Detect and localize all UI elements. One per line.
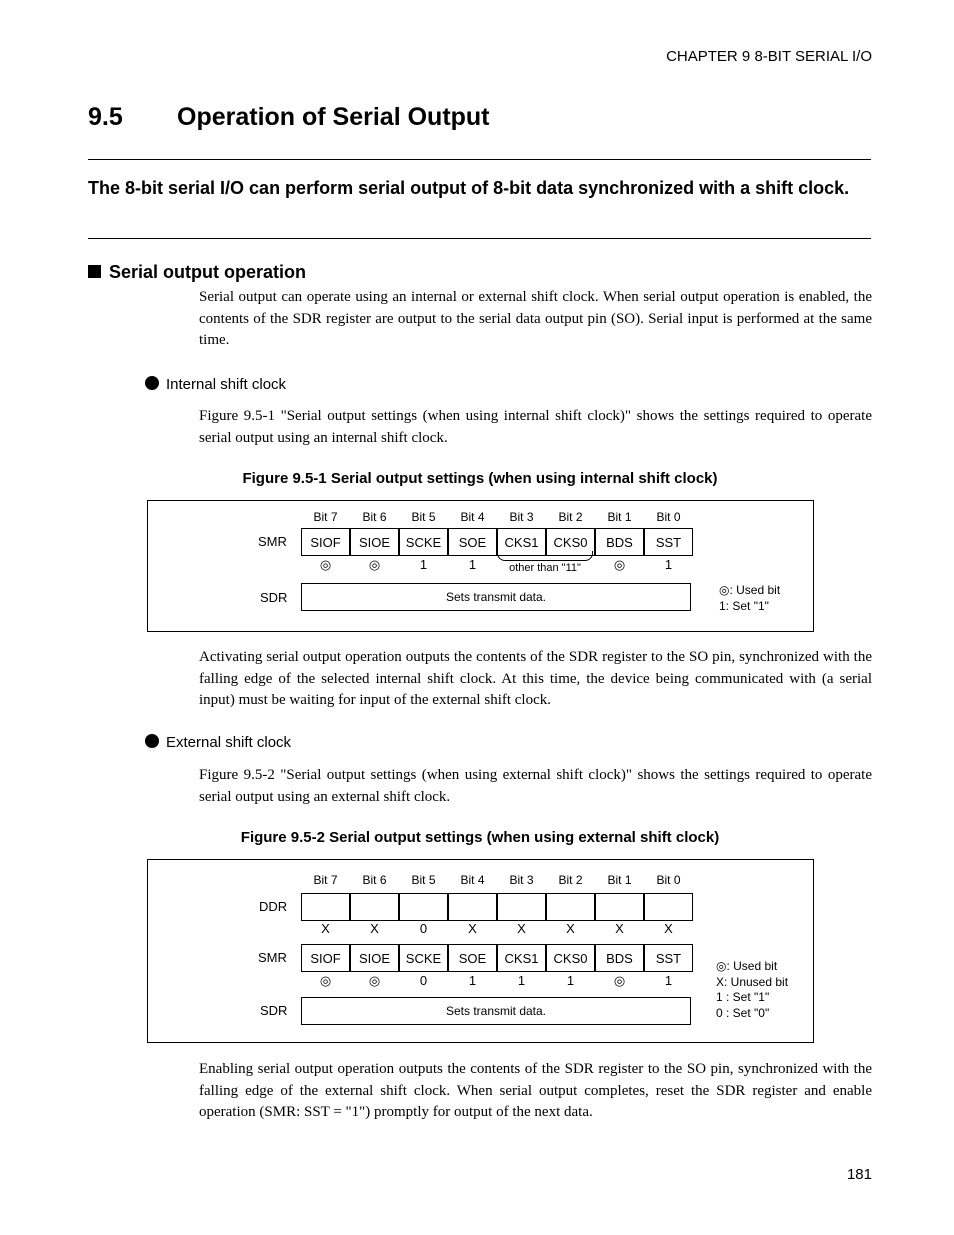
figure1-sdr-register: Sets transmit data. (301, 583, 691, 611)
external-description: Figure 9.5-2 "Serial output settings (when using external shift clock)" shows the settings required to operate serial output using an external shift clock. (199, 767, 872, 805)
figure1-smr-cell-6: BDS (595, 528, 644, 556)
figure1-smr-cell-7: SST (644, 528, 693, 556)
figure2-smr-value-6: ◎ (613, 973, 626, 988)
legend-set-0: 0 : Set "0" (716, 1005, 770, 1020)
legend-used-bit: ◎: Used bit (719, 583, 781, 597)
figure2-ddr-cell-5 (546, 893, 595, 921)
intro-paragraph: Serial output can operate using an internal or external shift clock. When serial output operation is enabled, the contents of the SDR register are output to the serial data output pin (SO). Serial input is performed at the same time. (199, 289, 872, 348)
figure1-smr-cell-5: CKS0 (546, 528, 595, 556)
figure2-sdr-label: SDR (260, 1003, 288, 1018)
figure1-bit-label-6: Bit 1 (607, 510, 632, 524)
figure2-ddr-cell-6 (595, 893, 644, 921)
figure1-smr-cell-1: SIOE (350, 528, 399, 556)
bullet-internal (145, 376, 286, 393)
external-after-paragraph: Enabling serial output operation outputs the contents of the SDR register to the SO pin, synchronized with the falling edge of the external shift clock. When serial output completes, reset the SDR register and enable operation (SMR: SST = "1") promptly for output of the next data. (199, 1061, 872, 1120)
figure2-legend (716, 959, 788, 1021)
legend-used-bit: ◎: Used bit (716, 959, 778, 973)
bullet-internal-label: Internal shift clock (166, 376, 287, 393)
figure1-smr-cell-2: SCKE (399, 528, 448, 556)
subsection-title: Serial output operation (109, 262, 307, 282)
figure2-bit-label-5: Bit 2 (558, 873, 583, 887)
figure1-caption: Figure 9.5-1 Serial output settings (when using internal shift clock) (242, 470, 718, 487)
figure2-bit-label-6: Bit 1 (607, 873, 632, 887)
figure1-smr-value-0: ◎ (319, 557, 332, 572)
subsection-heading (88, 262, 306, 283)
figure2-bit-label-2: Bit 5 (411, 873, 436, 887)
figure1-smr-value-1: ◎ (368, 557, 381, 572)
figure1-bit-label-1: Bit 6 (362, 510, 387, 524)
internal-after-paragraph: Activating serial output operation outputs the contents of the SDR register to the SO pin, synchronized with the falling edge of the selected internal shift clock. At this time, the device being communicated with (a serial input) must be waiting for input of the external shift clock. (199, 649, 872, 708)
figure1-bit-label-7: Bit 0 (656, 510, 681, 524)
figure1-smr-cell-0: SIOF (301, 528, 350, 556)
figure2-smr-value-2: 0 (419, 973, 428, 988)
summary-top-rule (88, 159, 871, 160)
figure2-caption: Figure 9.5-2 Serial output settings (when using external shift clock) (240, 829, 720, 846)
summary-bottom-rule (88, 238, 871, 239)
figure2-ddr-cell-4 (497, 893, 546, 921)
section-summary: The 8-bit serial I/O can perform serial output of 8-bit data synchronized with a shift clock. (88, 178, 850, 198)
figure2-bit-label-1: Bit 6 (362, 873, 387, 887)
section-number: 9.5 (88, 103, 123, 131)
bullet-external-label: External shift clock (166, 734, 292, 751)
figure2-ddr-value-0: X (321, 921, 330, 936)
legend-set-1: 1 : Set "1" (716, 990, 770, 1004)
figure1-bit-label-2: Bit 5 (411, 510, 436, 524)
figure2-ddr-cell-1 (350, 893, 399, 921)
figure2-ddr-cell-0 (301, 893, 350, 921)
circle-bullet-icon (145, 734, 159, 748)
figure2-ddr-value-6: X (615, 921, 624, 936)
figure2-ddr-cell-7 (644, 893, 693, 921)
figure2-bit-label-7: Bit 0 (656, 873, 681, 887)
figure1-smr-value-2: 1 (419, 557, 428, 572)
figure2-ddr-value-2: 0 (419, 921, 428, 936)
figure1-smr-value-3: 1 (468, 557, 477, 572)
figure1-bit-label-0: Bit 7 (313, 510, 338, 524)
figure1-bit-label-5: Bit 2 (558, 510, 583, 524)
figure2-smr-label: SMR (258, 950, 287, 965)
figure2-bit-label-4: Bit 3 (509, 873, 534, 887)
section-title: Operation of Serial Output (177, 103, 490, 131)
figure2-smr-value-5: 1 (566, 973, 575, 988)
cks-note: other than "11" (509, 562, 581, 574)
cks-bracket (497, 551, 593, 561)
figure2-smr-cell-2: SCKE (399, 944, 448, 972)
chapter-header: CHAPTER 9 8-BIT SERIAL I/O (666, 48, 872, 65)
figure2-smr-cell-7: SST (644, 944, 693, 972)
figure2-smr-cell-1: SIOE (350, 944, 399, 972)
page-number: 181 (846, 1166, 872, 1183)
figure1-smr-cell-4: CKS1 (497, 528, 546, 556)
figure2-ddr-cell-2 (399, 893, 448, 921)
internal-description: Figure 9.5-1 "Serial output settings (when using internal shift clock)" shows the settings required to operate serial output using an internal shift clock. (199, 408, 872, 446)
figure2-smr-value-3: 1 (468, 973, 477, 988)
circle-bullet-icon (145, 376, 159, 390)
legend-set-1: 1: Set "1" (719, 598, 769, 613)
figure2-smr-cell-0: SIOF (301, 944, 350, 972)
figure2-ddr-value-3: X (468, 921, 477, 936)
figure1-legend (719, 583, 780, 614)
figure1-smr-label: SMR (258, 534, 287, 549)
figure2-smr-value-0: ◎ (319, 973, 332, 988)
figure1-smr-cell-3: SOE (448, 528, 497, 556)
figure2-smr-cell-4: CKS1 (497, 944, 546, 972)
figure2-smr-cell-6: BDS (595, 944, 644, 972)
figure2-ddr-value-7: X (664, 921, 673, 936)
legend-unused-bit: X: Unused bit (716, 974, 789, 989)
figure2-sdr-register: Sets transmit data. (301, 997, 691, 1025)
figure2-bit-label-3: Bit 4 (460, 873, 485, 887)
figure2-ddr-value-4: X (517, 921, 526, 936)
figure2-smr-value-4: 1 (517, 973, 526, 988)
figure2-smr-value-7: 1 (664, 973, 673, 988)
figure2-ddr-value-1: X (370, 921, 379, 936)
figure2-ddr-cell-3 (448, 893, 497, 921)
figure2-smr-value-1: ◎ (368, 973, 381, 988)
figure1-smr-value-7: 1 (664, 557, 673, 572)
figure1-bit-label-4: Bit 3 (509, 510, 534, 524)
square-bullet-icon (88, 265, 101, 278)
figure2-ddr-value-5: X (566, 921, 575, 936)
figure1-sdr-label: SDR (260, 590, 288, 605)
bullet-external (145, 734, 291, 751)
figure2-smr-cell-3: SOE (448, 944, 497, 972)
figure2-ddr-label: DDR (259, 899, 288, 914)
figure2-smr-cell-5: CKS0 (546, 944, 595, 972)
figure1-smr-value-6: ◎ (613, 557, 626, 572)
figure2-bit-label-0: Bit 7 (313, 873, 338, 887)
figure1-bit-label-3: Bit 4 (460, 510, 485, 524)
